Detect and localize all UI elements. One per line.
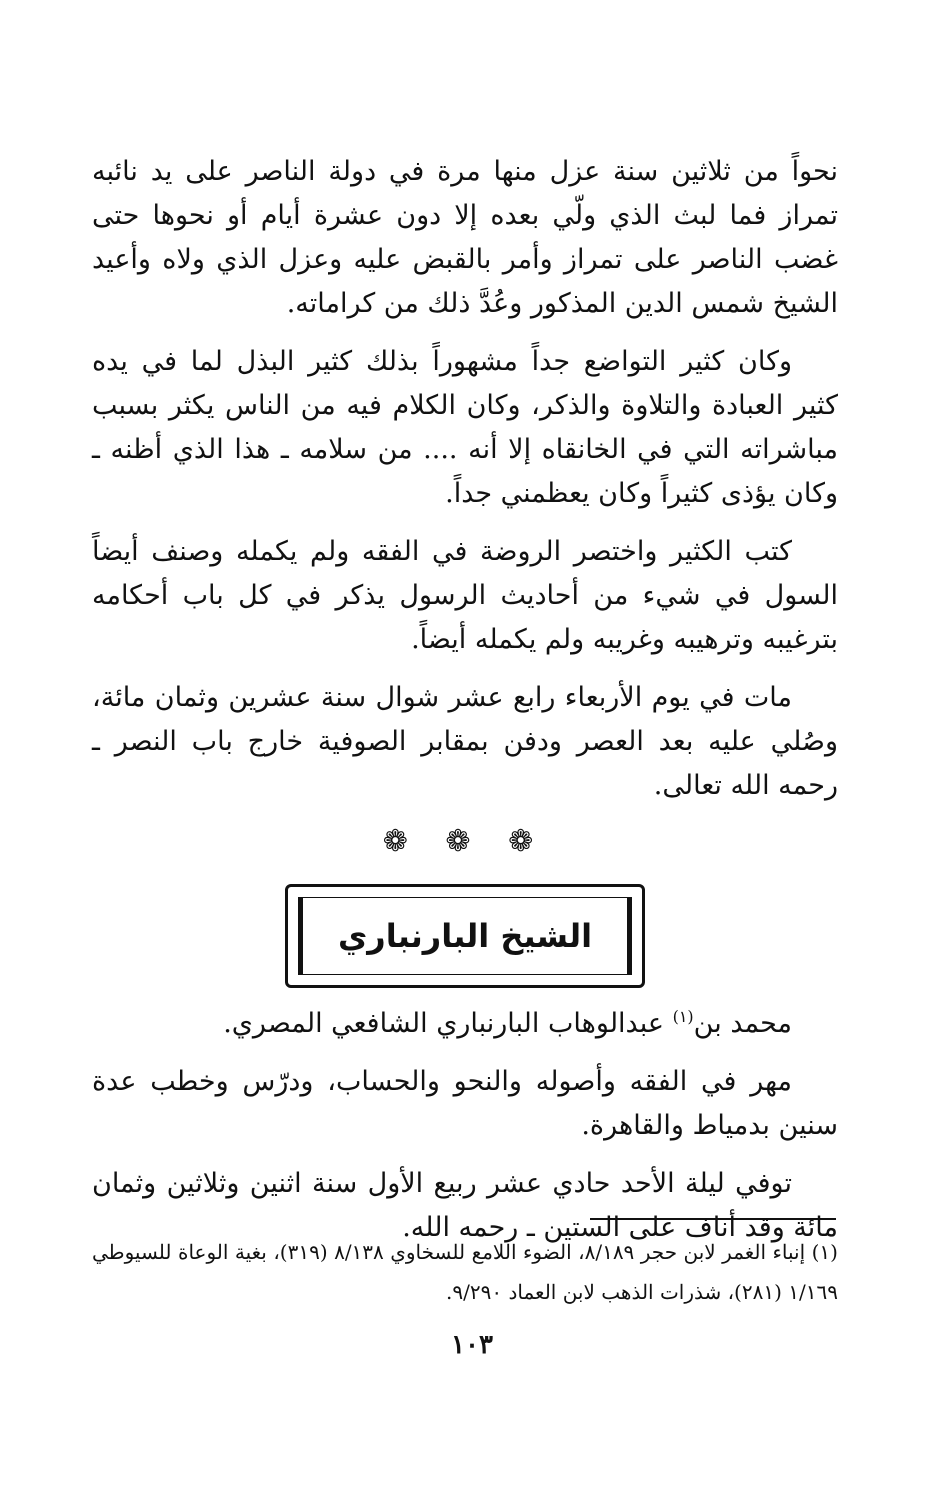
footnote-divider: [590, 1218, 836, 1220]
paragraph-1: نحواً من ثلاثين سنة عزل منها مرة في دولة الناصر على يد نائبه تمراز فما لبث الذي ولّي بعده إلا دون عشرة أيام أو نحوها حتى غضب الناصر على تمراز وأمر بالقبض عليه وعزل الذي ولاه وأعيد الشيخ شمس الدين المذكور وعُدَّ ذلك من كراماته.: [92, 156, 838, 319]
paragraph-2: وكان كثير التواضع جداً مشهوراً بذلك كثير البذل لما في يده كثير العبادة والتلاوة والذكر، وكان الكلام فيه من الناس يكثر بسبب مباشراته التي في الخانقاه إلا أنه .... من سلامه ـ هذا الذي أظنه ـ وكان يؤذى كثيراً وكان يعظمني جداً.: [92, 346, 838, 509]
entry-name-line: [92, 1002, 838, 1046]
page-number: ١٠٣: [451, 1330, 493, 1360]
footnote-marker: (١): [672, 1007, 694, 1026]
paragraph-5: مهر في الفقه وأصوله والنحو والحساب، ودرّس وخطب عدة سنين بدمياط والقاهرة.: [92, 1066, 838, 1141]
entry-name-rest: عبدالوهاب البارنباري الشافعي المصري.: [223, 1008, 673, 1039]
section-separator: ❁ ❁ ❁: [382, 824, 548, 859]
paragraph-6: توفي ليلة الأحد حادي عشر ربيع الأول سنة اثنين وثلاثين وثمان مائة وقد أناف على الستين ـ رحمه الله.: [92, 1168, 838, 1243]
entry-name-first: محمد بن: [693, 1008, 792, 1039]
page-body: [92, 150, 838, 1264]
section-title: الشيخ البارنباري: [337, 917, 593, 955]
section-title-frame: [92, 884, 838, 988]
paragraph-3: كتب الكثير واختصر الروضة في الفقه ولم يكمله وصنف أيضاً السول في شيء من أحاديث الرسول يذكر في كل باب أحكامه بترغيبه وترهيبه وغريبه ولم يكمله أيضاً.: [92, 536, 838, 655]
footnote: (١) إنباء الغمر لابن حجر ٨/١٨٩، الضوء اللامع للسخاوي ٨/١٣٨ (٣١٩)، بغية الوعاة للسيوطي ١/١٦٩ (٢٨١)، شذرات الذهب لابن العماد ٩/٢٩٠.: [92, 1240, 838, 1304]
paragraph-4: مات في يوم الأربعاء رابع عشر شوال سنة عشرين وثمان مائة، وصُلي عليه بعد العصر ودفن بمقابر الصوفية خارج باب النصر ـ رحمه الله تعالى.: [92, 682, 838, 801]
title-inner-border: [298, 897, 632, 975]
title-outer-border: [285, 884, 645, 988]
